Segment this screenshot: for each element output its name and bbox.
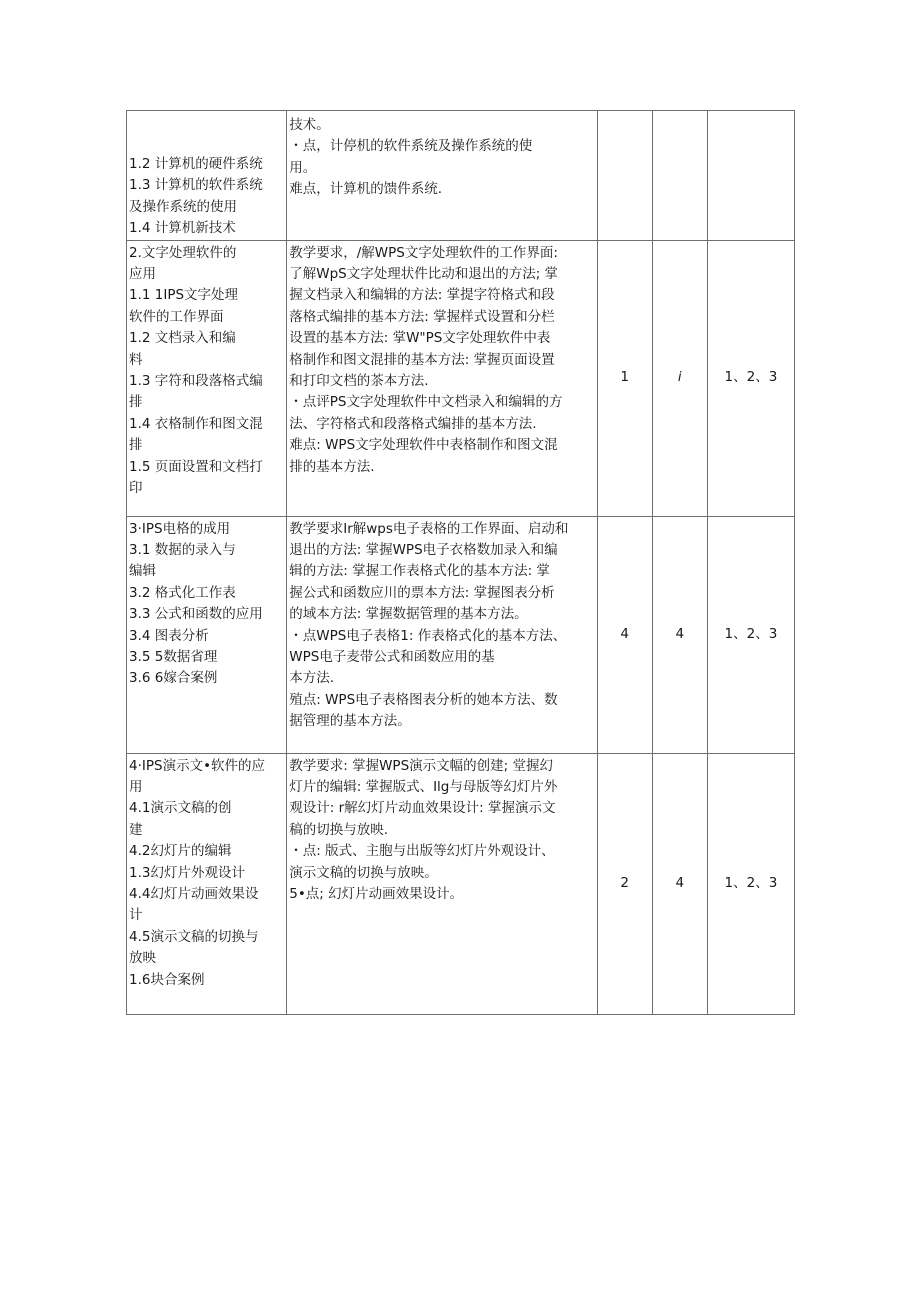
topic-line: 4.4幻灯片动画效果设 — [129, 886, 259, 903]
content-line: ・点WPS电子表格1: 作表格式化的基本方法、 — [289, 627, 567, 644]
topic-line: 计 — [129, 907, 143, 924]
content-line: 难点，计算机的馈件系统. — [289, 181, 443, 198]
topic-line: 编辑 — [129, 563, 156, 580]
content-line: 观设计: r解幻灯片动血效果设计: 掌握演示文 — [289, 800, 556, 817]
content-cell — [287, 111, 597, 241]
content-line: 据管理的基本方法。 — [289, 713, 411, 730]
topic-line: 1.4 计算机新技术 — [129, 220, 236, 237]
course-syllabus-table — [126, 110, 795, 1015]
content-line: 本方法. — [289, 670, 335, 687]
topic-cell — [127, 516, 287, 753]
topic-line: 建 — [129, 821, 143, 838]
topic-line: 4.5演示文稿的切换与 — [129, 928, 259, 945]
content-line: 了解WpS文字处理状件比动和退出的方法; 掌 — [289, 266, 559, 283]
content-line: 5•点; 幻灯片动画效果设计。 — [289, 886, 464, 903]
table-row — [127, 753, 795, 1014]
table-row — [127, 111, 795, 241]
content-line: 稿的切换与放映. — [289, 821, 389, 838]
topic-line: 1.3 字符和段落格式编 — [129, 373, 263, 390]
topic-line: 放映 — [129, 950, 156, 967]
content-line: 格制作和图文混排的基本方法: 掌握页面设置 — [289, 351, 555, 368]
topic-line: 1.4 衣格制作和图文混 — [129, 415, 263, 432]
content-line: 辑的方法: 掌握工作表格式化的基本方法: 掌 — [289, 563, 550, 580]
content-line: WPS电子麦带公式和函数应用的基 — [289, 649, 495, 666]
content-line: 用。 — [289, 159, 317, 176]
content-line: 和打印文档的茶本方法. — [289, 373, 429, 390]
content-line: 握文档录入和编辑的方法: 掌提字符格式和段 — [289, 287, 555, 304]
content-line: 教学要求Ir解wps电子表格的工作界面、启动和 — [289, 520, 569, 537]
topic-line: 3.2 格式化工作表 — [129, 584, 236, 601]
objectives-cell — [707, 111, 794, 241]
content-line: ・点: 版式、主胞与出版等幻灯片外观设计、 — [289, 843, 555, 860]
content-line: 教学要求: 掌握WPS演示文幅的创建; 堂握幻 — [289, 757, 553, 774]
topic-line: 1.3 计算机的软件系统 — [129, 177, 263, 194]
content-line: ・点，计停机的软件系统及操作系统的使 — [289, 138, 533, 155]
content-line: 灯片的编辑: 掌握版式、Ilg与母版等幻灯片外 — [289, 779, 558, 796]
hours-cell — [597, 111, 652, 241]
topic-line: 4·IPS演示文•软件的应 — [129, 757, 266, 774]
content-line: 退出的方法: 掌握WPS电子衣格数加录入和编 — [289, 542, 558, 559]
content-line: 握公式和函数应川的票本方法: 掌握图表分析 — [289, 584, 555, 601]
topic-line: 1.1 1IPS文字处理 — [129, 287, 239, 304]
table-row — [127, 516, 795, 753]
content-line: 难点: WPS文字处理软件中表格制作和图文混 — [289, 437, 558, 454]
hours-cell: 2 — [597, 753, 652, 1014]
topic-line: 1.6块合案例 — [129, 971, 205, 988]
objectives-cell: 1、2、3 — [707, 516, 794, 753]
topic-cell — [127, 753, 287, 1014]
topic-line: 料 — [129, 351, 143, 368]
topic-line: 印 — [129, 480, 143, 497]
topic-line: 3.5 5数据省理 — [129, 649, 218, 666]
topic-cell — [127, 111, 287, 241]
topic-line: 排 — [129, 437, 143, 454]
hours-cell: 4 — [597, 516, 652, 753]
topic-line: 3.1 数据的录入与 — [129, 542, 236, 559]
topic-line: 2.文字处理软件的 — [129, 244, 237, 261]
hours-cell: 4 — [652, 753, 707, 1014]
content-line: 演示文稿的切换与放映。 — [289, 864, 438, 881]
topic-line: 4.2幻灯片的编辑 — [129, 843, 232, 860]
topic-line: 应用 — [129, 266, 156, 283]
hours-cell — [652, 111, 707, 241]
topic-line: 1.2 计算机的硬件系统 — [129, 156, 263, 172]
objectives-cell: 1、2、3 — [707, 753, 794, 1014]
hours-cell: i — [652, 240, 707, 516]
topic-line: 3.6 6嫁合案例 — [129, 670, 218, 687]
topic-line: 软件的工作界面 — [129, 308, 224, 325]
topic-line: 用 — [129, 779, 143, 796]
content-line: 技术。 — [289, 117, 330, 133]
topic-line: 3.4 图表分析 — [129, 627, 209, 644]
content-cell — [287, 753, 597, 1014]
topic-line: 排 — [129, 394, 143, 411]
objectives-cell: 1、2、3 — [707, 240, 794, 516]
topic-line: 3.3 公式和函数的应用 — [129, 606, 263, 623]
content-cell — [287, 240, 597, 516]
topic-cell — [127, 240, 287, 516]
content-line: 教学要求，/解WPS文字处理软件的工作界面: — [289, 244, 558, 261]
hours-cell: 1 — [597, 240, 652, 516]
topic-line: 及操作系统的使用 — [129, 198, 237, 215]
topic-line: 3·IPS电格的成用 — [129, 520, 231, 537]
topic-line: 1.2 文档录入和编 — [129, 330, 236, 347]
content-line: 设置的基本方法: 掌W"PS文字处理软件中表 — [289, 330, 551, 347]
hours-cell: 4 — [652, 516, 707, 753]
content-line: 的域本方法: 掌握数据管理的基本方法。 — [289, 606, 528, 623]
content-line: ・点评PS文字处理软件中文档录入和编辑的方 — [289, 394, 563, 411]
topic-line: 4.1演示文稿的创 — [129, 800, 232, 817]
content-line: 排的基本方法. — [289, 458, 375, 475]
content-line: 法、字符格式和段落格式编排的基本方法. — [289, 415, 537, 432]
topic-line: 1.5 页面设置和文档打 — [129, 458, 263, 475]
content-cell — [287, 516, 597, 753]
content-line: 落格式编排的基本方法: 掌握样式设置和分栏 — [289, 308, 555, 325]
content-line: 殖点: WPS电子表格图表分析的她本方法、数 — [289, 691, 558, 708]
table-row — [127, 240, 795, 516]
topic-line: 1.3幻灯片外观设计 — [129, 864, 245, 881]
